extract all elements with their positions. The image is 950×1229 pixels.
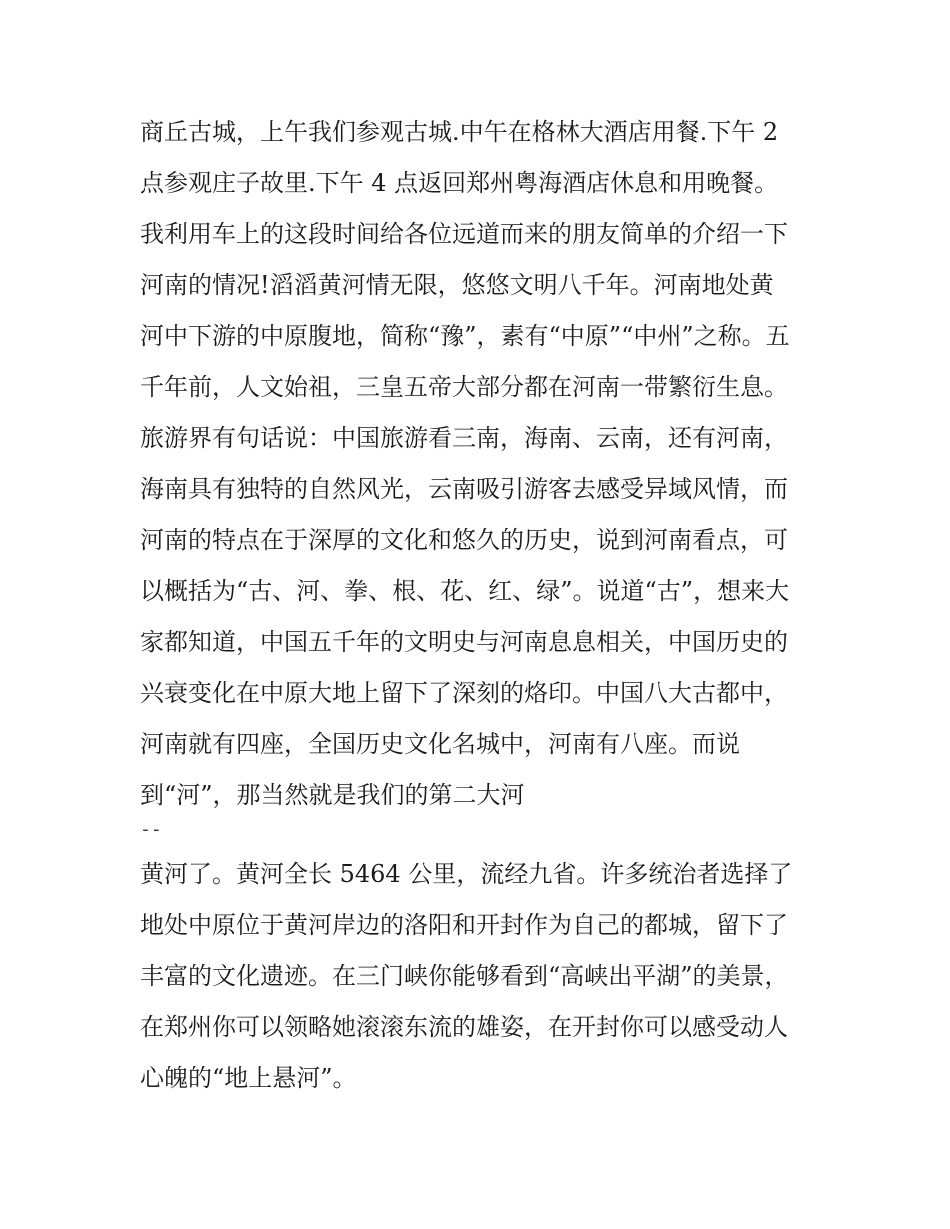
- text-line: 地处中原位于黄河岸边的洛阳和开封作为自己的都城，留下了: [140, 911, 788, 939]
- text-line: 千年前，人文始祖，三皇五帝大部分都在河南一带繁衍生息。: [140, 373, 788, 401]
- text-line: 商丘古城，上午我们参观古城.中午在格林大酒店用餐.下午 2: [140, 118, 779, 146]
- text-line: 家都知道，中国五千年的文明史与河南息息相关，中国历史的: [140, 628, 788, 656]
- text-line: 河南的特点在于深厚的文化和悠久的历史，说到河南看点，可: [140, 526, 788, 554]
- page-separator: --: [140, 819, 162, 840]
- text-line: 到“河”，那当然就是我们的第二大河: [140, 781, 525, 809]
- text-line: 海南具有独特的自然风光，云南吸引游客去感受异域风情，而: [140, 475, 788, 503]
- text-line: 河中下游的中原腹地，简称“豫”，素有“中原”“中州”之称。五: [140, 322, 790, 350]
- text-line: 以概括为“古、河、拳、根、花、红、绿”。说道“古”，想来大: [140, 577, 790, 605]
- text-line: 河南就有四座，全国历史文化名城中，河南有八座。而说: [140, 730, 740, 758]
- text-line: 黄河了。黄河全长 5464 公里，流经九省。许多统治者选择了: [140, 860, 793, 888]
- text-line: 河南的情况!滔滔黄河情无限，悠悠文明八千年。河南地处黄: [140, 271, 774, 299]
- text-line: 在郑州你可以领略她滚滚东流的雄姿，在开封你可以感受动人: [140, 1013, 788, 1041]
- text-line: 心魄的“地上悬河”。: [140, 1064, 357, 1092]
- text-line: 兴衰变化在中原大地上留下了深刻的烙印。中国八大古都中，: [140, 679, 788, 707]
- text-line: 丰富的文化遗迹。在三门峡你能够看到“高峡出平湖”的美景，: [140, 962, 789, 990]
- text-line: 旅游界有句话说：中国旅游看三南，海南、云南，还有河南，: [140, 424, 788, 452]
- text-line: 点参观庄子故里.下午 4 点返回郑州粤海酒店休息和用晚餐。: [140, 169, 779, 197]
- paragraph-block-1: [140, 107, 820, 821]
- text-line: 我利用车上的这段时间给各位远道而来的朋友简单的介绍一下: [140, 220, 788, 248]
- paragraph-block-2: [140, 849, 820, 1104]
